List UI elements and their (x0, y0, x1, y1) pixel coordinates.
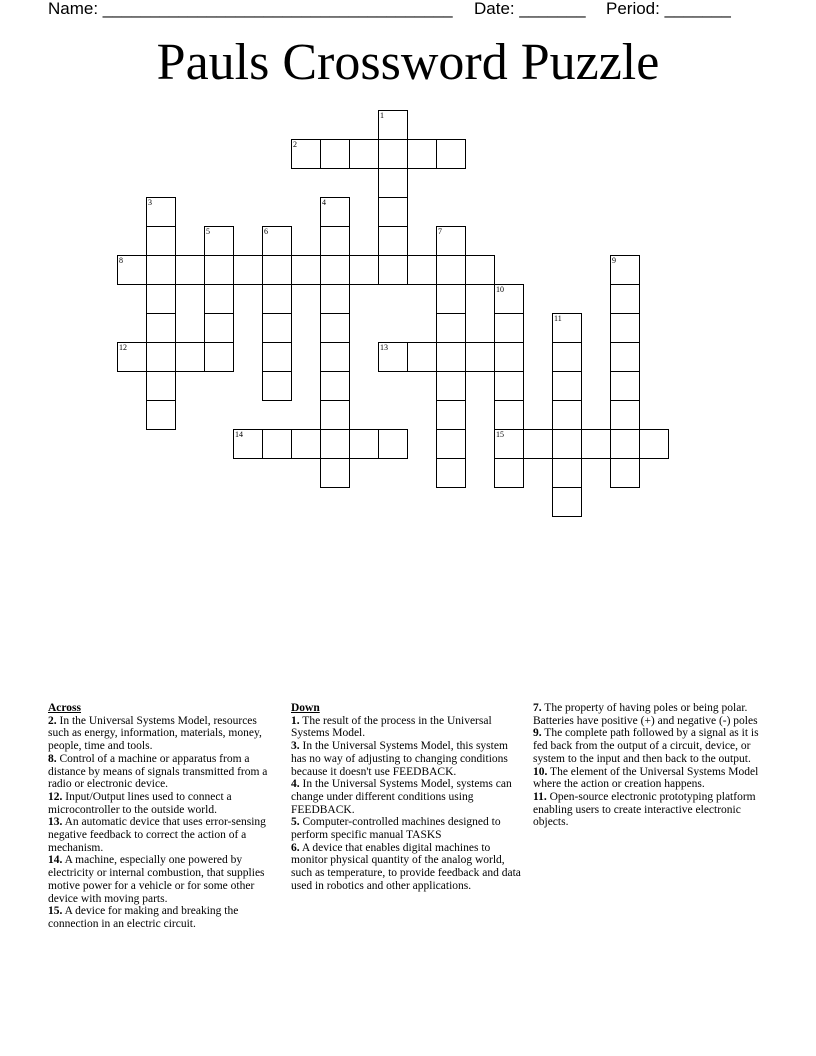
crossword-cell[interactable] (175, 342, 205, 372)
clue-number: 7. (533, 702, 542, 714)
crossword-cell[interactable] (494, 313, 524, 343)
crossword-cell[interactable] (552, 458, 582, 488)
crossword-cell[interactable] (407, 342, 437, 372)
crossword-cell[interactable] (436, 284, 466, 314)
crossword-cell[interactable] (320, 226, 350, 256)
clue-number: 1. (291, 714, 300, 727)
crossword-cell[interactable] (610, 458, 640, 488)
crossword-cell[interactable] (610, 313, 640, 343)
clue-text: Open-source electronic prototyping platform enabling users to create interactive electronic objects. (533, 790, 756, 829)
crossword-cell[interactable] (320, 458, 350, 488)
clue-item (291, 715, 523, 740)
clue-item (48, 854, 280, 905)
clue-number: 14. (48, 854, 63, 867)
crossword-cell[interactable] (262, 226, 292, 256)
crossword-cell[interactable] (436, 400, 466, 430)
down-clue-list-continued (533, 702, 765, 829)
crossword-cell[interactable] (378, 342, 408, 372)
crossword-cell[interactable] (349, 139, 379, 169)
crossword-cell[interactable] (262, 255, 292, 285)
crossword-cell[interactable] (552, 429, 582, 459)
clue-text: A device for making and breaking the connection in an electric circuit. (48, 905, 239, 930)
crossword-cell[interactable] (204, 342, 234, 372)
cell-number: 7 (438, 227, 442, 236)
cell-number: 3 (148, 198, 152, 207)
crossword-cell[interactable] (349, 255, 379, 285)
crossword-cell[interactable] (552, 313, 582, 343)
crossword-cell[interactable] (436, 371, 466, 401)
clue-text: In the Universal Systems Model, this system has no way of adjusting to changing conditions because it doesn't use FEEDBACK. (291, 740, 508, 778)
date-field[interactable]: Date: _______ (474, 0, 586, 18)
crossword-cell[interactable] (436, 255, 466, 285)
crossword-cell[interactable] (146, 313, 176, 343)
cell-number: 4 (322, 198, 326, 207)
crossword-cell[interactable] (378, 429, 408, 459)
crossword-cell[interactable] (204, 226, 234, 256)
clue-number: 4. (291, 778, 300, 791)
crossword-cell[interactable] (320, 139, 350, 169)
crossword-cell[interactable] (291, 139, 321, 169)
clue-item (533, 766, 765, 791)
crossword-cell[interactable] (262, 342, 292, 372)
crossword-cell[interactable] (320, 429, 350, 459)
crossword-cell[interactable] (204, 313, 234, 343)
page-title: Pauls Crossword Puzzle (156, 34, 660, 91)
crossword-cell[interactable] (204, 284, 234, 314)
cell-number: 10 (496, 285, 504, 294)
clue-text: A device that enables digital machines to monitor physical quantity of the analog world, such as temperature, to provide feedback and data used in robotics and other applications. (291, 841, 521, 892)
crossword-cell[interactable] (436, 313, 466, 343)
crossword-cell[interactable] (146, 342, 176, 372)
clue-text: A machine, especially one powered by electricity or internal combustion, that supplies motive power for a vehicle or for some other device with moving parts. (48, 854, 265, 905)
clue-number: 6. (291, 841, 300, 854)
cell-number: 6 (264, 227, 268, 236)
clue-text: An automatic device that uses error-sensing negative feedback to correct the action of a mechanism. (48, 816, 266, 854)
clue-item (533, 702, 765, 727)
crossword-cell[interactable] (262, 429, 292, 459)
clues-down-continued (533, 702, 765, 829)
crossword-cell[interactable] (436, 458, 466, 488)
crossword-cell[interactable] (552, 400, 582, 430)
down-heading: Down (291, 702, 320, 714)
crossword-cell[interactable] (146, 284, 176, 314)
crossword-cell[interactable] (320, 342, 350, 372)
clue-item (291, 778, 523, 816)
crossword-cell[interactable] (117, 342, 147, 372)
clue-text: Input/Output lines used to connect a microcontroller to the outside world. (48, 790, 232, 816)
crossword-cell[interactable] (146, 400, 176, 430)
crossword-cell[interactable] (639, 429, 669, 459)
crossword-cell[interactable] (349, 429, 379, 459)
clue-item (48, 816, 280, 854)
cell-number: 5 (206, 227, 210, 236)
crossword-cell[interactable] (378, 255, 408, 285)
crossword-cell[interactable] (146, 197, 176, 227)
cell-number: 13 (380, 343, 388, 352)
cell-number: 1 (380, 111, 384, 120)
crossword-cell[interactable] (378, 168, 408, 198)
crossword-cell[interactable] (494, 458, 524, 488)
crossword-cell[interactable] (291, 429, 321, 459)
crossword-cell[interactable] (378, 197, 408, 227)
crossword-cell[interactable] (610, 255, 640, 285)
crossword-cell[interactable] (291, 255, 321, 285)
clue-number: 2. (48, 714, 57, 727)
crossword-cell[interactable] (320, 255, 350, 285)
clue-item (291, 740, 523, 778)
crossword-cell[interactable] (494, 429, 524, 459)
clue-text: In the Universal Systems Model, systems can change under different conditions using FEEDBACK. (291, 778, 512, 816)
crossword-cell[interactable] (378, 139, 408, 169)
clue-item (533, 727, 765, 765)
clue-number: 11. (533, 790, 547, 803)
clue-number: 8. (48, 752, 57, 765)
clue-item (291, 816, 523, 841)
crossword-cell[interactable] (523, 429, 553, 459)
clue-number: 12. (48, 790, 63, 803)
crossword-cell[interactable] (378, 110, 408, 140)
crossword-cell[interactable] (494, 400, 524, 430)
cell-number: 12 (119, 343, 127, 352)
across-heading: Across (48, 702, 82, 714)
crossword-cell[interactable] (610, 284, 640, 314)
crossword-cell[interactable] (262, 371, 292, 401)
crossword-cell[interactable] (436, 342, 466, 372)
clue-text: Control of a machine or apparatus from a distance by means of signals transmitted from a radio or electronic device. (48, 752, 268, 791)
across-clue-list (48, 715, 280, 931)
crossword-cell[interactable] (320, 313, 350, 343)
cell-number: 14 (235, 430, 243, 439)
crossword-cell[interactable] (436, 429, 466, 459)
crossword-cell[interactable] (552, 371, 582, 401)
clues-across (48, 702, 280, 931)
crossword-cell[interactable] (552, 342, 582, 372)
period-field[interactable]: Period: _______ (606, 0, 731, 18)
clue-item (48, 791, 280, 816)
crossword-cell[interactable] (610, 400, 640, 430)
crossword-cell[interactable] (407, 255, 437, 285)
clue-text: The property of having poles or being polar. Batteries have positive (+) and negative (-) poles (533, 702, 758, 727)
crossword-cell[interactable] (610, 371, 640, 401)
clue-number: 13. (48, 816, 63, 829)
crossword-cell[interactable] (320, 284, 350, 314)
clue-number: 9. (533, 727, 542, 740)
cell-number: 9 (612, 256, 616, 265)
cell-number: 8 (119, 256, 123, 265)
clues-down (291, 702, 523, 893)
cell-number: 15 (496, 430, 504, 439)
crossword-cell[interactable] (494, 342, 524, 372)
crossword-cell[interactable] (610, 429, 640, 459)
crossword-cell[interactable] (175, 255, 205, 285)
crossword-cell[interactable] (262, 313, 292, 343)
crossword-cell[interactable] (146, 255, 176, 285)
clue-number: 15. (48, 905, 63, 918)
crossword-cell[interactable] (436, 139, 466, 169)
down-clue-list (291, 715, 523, 893)
clue-number: 10. (533, 765, 548, 778)
crossword-cell[interactable] (436, 226, 466, 256)
clue-number: 3. (291, 740, 300, 753)
crossword-cell[interactable] (233, 255, 263, 285)
crossword-cell[interactable] (465, 342, 495, 372)
crossword-cell[interactable] (146, 226, 176, 256)
clue-text: Computer-controlled machines designed to perform specific manual TASKS (291, 816, 501, 842)
cell-number: 2 (293, 140, 297, 149)
crossword-cell[interactable] (465, 255, 495, 285)
clue-item (48, 715, 280, 753)
crossword-cell[interactable] (494, 284, 524, 314)
crossword-cell[interactable] (204, 255, 234, 285)
crossword-cell[interactable] (146, 371, 176, 401)
clue-text: The result of the process in the Universal Systems Model. (291, 714, 492, 740)
crossword-cell[interactable] (610, 342, 640, 372)
crossword-cell[interactable] (320, 371, 350, 401)
crossword-cell[interactable] (581, 429, 611, 459)
clue-text: The complete path followed by a signal as it is fed back from the output of a circuit, device, or system to the input and then back to the output. (533, 727, 759, 765)
clue-item (533, 791, 765, 829)
clue-item (48, 905, 280, 930)
crossword-cell[interactable] (407, 139, 437, 169)
crossword-cell[interactable] (494, 371, 524, 401)
crossword-cell[interactable] (378, 226, 408, 256)
crossword-cell[interactable] (262, 284, 292, 314)
crossword-cell[interactable] (320, 400, 350, 430)
clue-number: 5. (291, 816, 300, 829)
cell-number: 11 (554, 314, 562, 323)
clue-text: The element of the Universal Systems Model where the action or creation happens. (533, 765, 759, 791)
crossword-cell[interactable] (233, 429, 263, 459)
name-field[interactable]: Name: _____________________________________ (48, 0, 453, 18)
crossword-cell[interactable] (552, 487, 582, 517)
clue-text: In the Universal Systems Model, resources such as energy, information, materials, money, people, time and tools. (48, 714, 262, 753)
crossword-cell[interactable] (117, 255, 147, 285)
clue-item (291, 842, 523, 893)
clue-item (48, 753, 280, 791)
crossword-cell[interactable] (320, 197, 350, 227)
